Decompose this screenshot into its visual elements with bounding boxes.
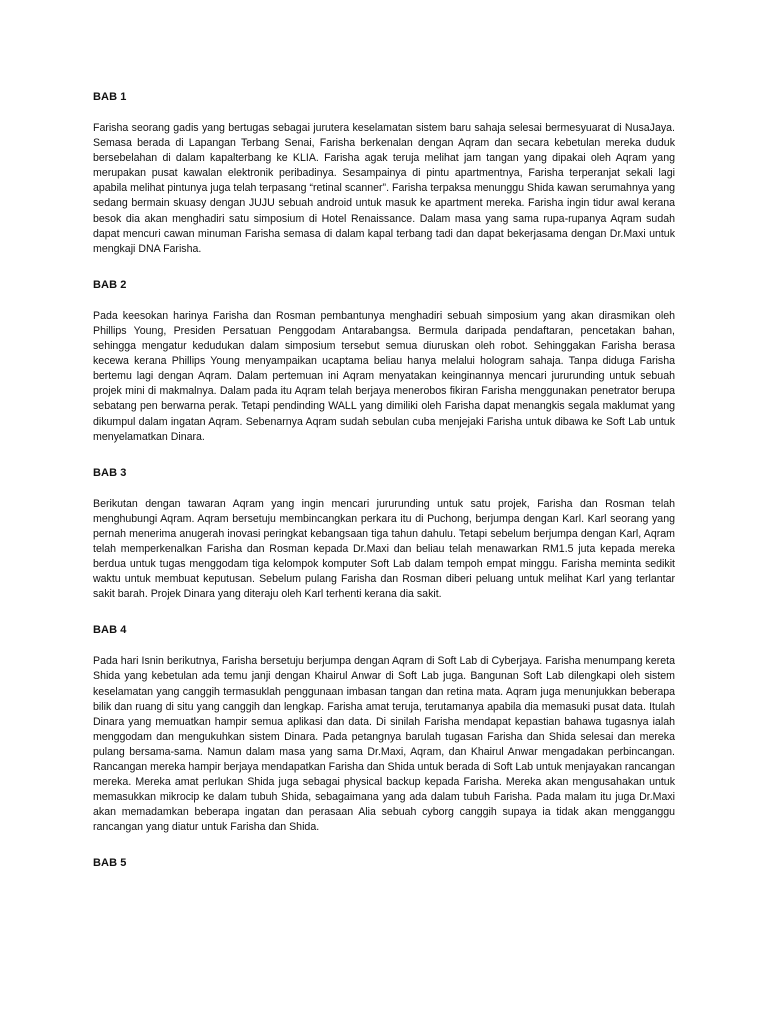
chapter-paragraph: Pada keesokan harinya Farisha dan Rosman pembantunya menghadiri sebuah simposium yang akan dirasmikan oleh Phillips Young, Presiden Persatuan Penggodam Antarabangsa. Bermula daripada pendaftaran, pencetakan bahan, sehingga mengatur kedudukan dalam simposium tersebut semua diuruskan oleh robot. Sehinggakan Farisha berasa kecewa kerana Phillips Young menyampaikan ucaptama beliau hanya melalui hologram sahaja. Tanpa diduga Farisha bertemu lagi dengan Aqram. Dalam pertemuan ini Aqram menyatakan keinginannya mencari jururunding untuk sebuah projek mini di makmalnya. Dalam pada itu Aqram telah berjaya menerobos fikiran Farisha menggunakan penetrator berupa sebatang pen berwarna perak. Tetapi pendinding WALL yang dimiliki oleh Farisha dapat menangkis segala maklumat yang dikumpul dalam ingatan Aqram. Sebenarnya Aqram sudah sebulan cuba menjejaki Farisha untuk dibawa ke Soft Lab untuk menyelamatkan Dinara. <box>93 309 675 443</box>
document-content <box>93 90 675 891</box>
chapter-heading: BAB 3 <box>93 466 127 479</box>
chapter-heading: BAB 1 <box>93 91 127 103</box>
chapter-4 <box>93 623 675 835</box>
chapter-paragraph: Pada hari Isnin berikutnya, Farisha bersetuju berjumpa dengan Aqram di Soft Lab di Cyberjaya. Farisha menumpang kereta Shida yang kebetulan ada temu janji dengan Khairul Anwar di Soft Lab juga. Bangunan Soft Lab dilengkapi oleh sistem keselamatan yang canggih termasuklah penggunaan imbasan tangan dan retina mata. Aqram juga menunjukkan beberapa bilik dan ruang di situ yang canggih dan lengkap. Farisha amat teruja, terutamanya apabila dia memasuki pusat data. Itulah Dinara yang memuatkan hampir semua aplikasi dan data. Di sinilah Farisha mendapat kepastian bahawa tugasnya ialah menggodam dan mengukuhkan sistem Dinara. Pada petangnya barulah tugasan Farisha dan Shida selesai dan mereka pulang bersama-sama. Namun dalam masa yang sama Dr.Maxi, Aqram, dan Khairul Anwar mengadakan perbincangan. Rancangan mereka hampir berjaya mendapatkan Farisha dan Shida untuk berada di Soft Lab untuk menjayakan rancangan mereka. Mereka amat perlukan Shida juga sebagai physical backup kepada Farisha. Mereka akan mengusahakan untuk memasukkan mikrocip ke dalam tubuh Shida, sebagaimana yang ada dalam tubuh Farisha. Pada malam itu juga Dr.Maxi akan memadamkan beberapa ingatan dan perasaan Alia sebuah cyborg canggih supaya ia tidak akan mengganggu rancangan yang diatur untuk Farisha dan Shida. <box>93 655 675 834</box>
chapter-paragraph: Berikutan dengan tawaran Aqram yang ingin mencari jururunding untuk satu projek, Farisha dan Rosman telah menghubungi Aqram. Aqram bersetuju membincangkan perkara itu di Puchong, berjumpa dengan Karl. Karl seorang yang pernah menerima anugerah inovasi peringkat kebangsaan tiga tahun dahulu. Tetapi sebelum berjumpa dengan Karl, Aqram telah memperkenalkan Farisha dan Rosman kepada Dr.Maxi dan beliau telah menawarkan RM1.5 juta kepada mereka berdua untuk tugas menggodam tiga kelompok komputer Soft Lab dalam tempoh empat minggu. Farisha meminta sedikit waktu untuk membuat keputusan. Sebelum pulang Farisha dan Rosman diberi peluang untuk melihat Karl yang terlantar sakit barah. Projek Dinara yang diteraju oleh Karl terhenti kerana dia sakit. <box>93 497 675 601</box>
chapter-heading: BAB 2 <box>93 278 127 291</box>
chapter-paragraph: Farisha seorang gadis yang bertugas sebagai jurutera keselamatan sistem baru sahaja selesai bermesyuarat di NusaJaya. Semasa berada di Lapangan Terbang Senai, Farisha berkenalan dengan Aqram dan secara kebetulan mereka duduk bersebelahan di dalam kapalterbang ke KLIA. Farisha agak teruja melihat jam tangan yang dipakai oleh Aqram yang merupakan pusat kawalan elektronik peribadinya. Sesampainya di pintu apartmentnya, Farisha terperanjat sekali lagi apabila melihat pintunya juga telah terpasang “retinal scanner”. Farisha terpaksa menunggu Shida kawan serumahnya yang sedang bermain skuasy dengan JUJU sebuah android untuk masuk ke apartment mereka. Farisha ingin tidur awal kerana besok dia akan menghadiri satu simposium di Hotel Renaissance. Dalam masa yang sama rupa-rupanya Aqram sudah dapat mencuri cawan minuman Farisha semasa di dalam kapal terbang tadi dan dapat bekerjasama dengan Dr.Maxi untuk mengkaji DNA Farisha. <box>93 122 675 255</box>
chapter-heading: BAB 5 <box>93 857 127 870</box>
chapter-heading: BAB 4 <box>93 624 127 637</box>
chapter-3 <box>93 466 675 603</box>
chapter-5 <box>93 856 675 870</box>
chapter-2 <box>93 278 675 445</box>
chapter-1 <box>93 90 675 257</box>
